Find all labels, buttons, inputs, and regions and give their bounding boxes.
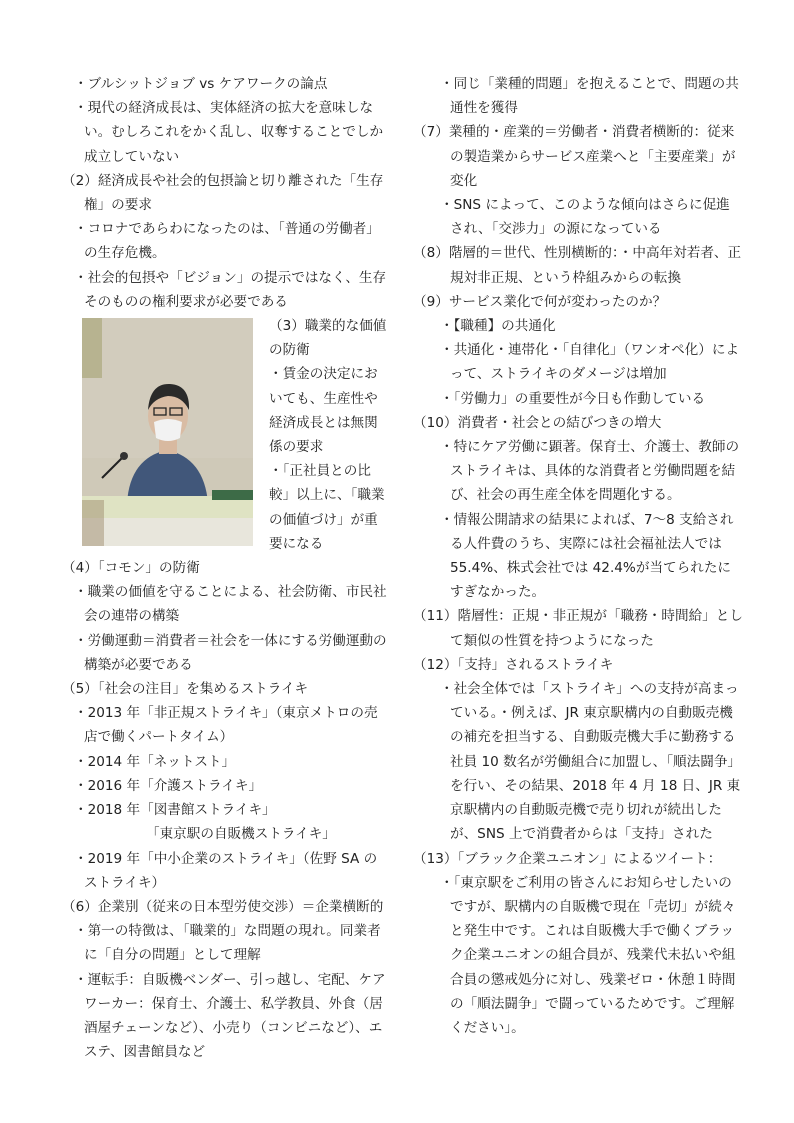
bullet-care-work: ・特にケア労働に顕著。保育士、介護士、教師のストライキは、具体的な消費者と労働問題を結び、社会の再生産全体を問題化する。 — [440, 439, 740, 504]
bullet-job-type: ・【職種】の共通化 — [440, 318, 556, 335]
bullet-support: ・社会全体では「ストライキ」への支持が高まっている。・例えば、JR 東京駅構内の自動販売機の補充を担当する、自動販売機大手に勤務する社員 10 数名が労働組合に加盟し、「順法闘争」を行い、その結果、2018 年 4 月 18 日、JR 東京駅構内の自動販売機で売り切れが続出したが、SNS 上で消費者からは「支持」された — [440, 681, 742, 843]
speaker-photo-illustration — [82, 318, 253, 546]
strike-2014: ・2014 年「ネットスト」 — [74, 753, 236, 770]
strike-2016: ・2016 年「介護ストライキ」 — [74, 777, 263, 794]
strike-2013: ・2013 年「非正規ストライキ」（東京メトロの売店で働くパートタイム） — [74, 705, 378, 746]
heading-4: （4）「コモン」の防衛 — [62, 560, 200, 577]
speaker-photo — [82, 318, 253, 546]
right-column — [413, 72, 743, 1040]
heading-13: （13）「ブラック企業ユニオン」によるツイート： — [413, 850, 722, 867]
bullet-job-value: ・「正社員との比較」以上に、「職業の価値づけ」が重要になる — [269, 463, 385, 552]
heading-3: （3）職業的な価値の防衛 — [269, 318, 387, 359]
bullet-drivers: ・運転手：自販機ベンダー、引っ越し、宅配、ケアワーカー：保育士、介護士、私学教員、外食（居酒屋チェーンなど）、小売り（コンビニなど）、エステ、図書館員など — [74, 971, 386, 1061]
bullet-tweet: ・「東京駅をご利用の皆さんにお知らせしたいのですが、駅構内の自販機で現在「売切」が続々と発生中です。これは自販機大手で働くブラック企業ユニオンの組合員が、残業代未払いや組合員の懲戒処分に対し、残業ゼロ・休憩１時間の「順法闘争」で闘っているためです。ご理解ください」。 — [440, 874, 736, 1036]
heading-2: （2）経済成長や社会的包摂論と切り離された「生存権」の要求 — [62, 172, 384, 214]
bullet-economic-growth: ・現代の経済成長は、実体経済の拡大を意味しない。むしろこれをかく乱し、収奪することでしか成立していない — [74, 100, 384, 165]
strike-2018: ・2018 年「図書館ストライキ」 — [74, 802, 276, 819]
photo-section — [62, 314, 387, 556]
bullet-labor-movement: ・労働運動＝消費者＝社会を一体にする労働運動の構築が必要である — [74, 632, 387, 673]
left-column — [62, 72, 387, 1064]
bullet-corona: ・コロナであらわになったのは、「普通の労働者」の生存危機。 — [74, 221, 380, 262]
heading-5: （5）「社会の注目」を集めるストライキ — [62, 681, 309, 698]
bullet-disclosure: ・情報公開請求の結果によれば、7〜8 支給される人件費のうち、実際には社会福祉法人では 55.4%、株式会社では 42.4%が当てられたにすぎなかった。 — [440, 511, 734, 601]
heading-11: （11）階層性：正規・非正規が「職務・時間給」として類似の性質を持つようになった — [413, 608, 743, 649]
bullet-bullshit-jobs: ・ブルシットジョブ vs ケアワークの論点 — [74, 76, 328, 92]
bullet-common-problem: ・同じ「業種的問題」を抱えることで、問題の共通性を獲得 — [440, 76, 739, 117]
heading-7: （7）業種的・産業的＝労働者・消費者横断的：従来の製造業からサービス産業へと「主要産業」が変化 — [413, 124, 736, 189]
bullet-sns: ・SNS によって、このような傾向はさらに促進され、「交渉力」の源になっている — [440, 197, 730, 238]
bullet-wage-decision: ・賃金の決定においても、生産性や経済成長とは無関係の要求 — [269, 366, 378, 456]
strike-2018-sub: 「東京駅の自販機ストライキ」 — [146, 826, 336, 843]
heading-12: （12）「支持」されるストライキ — [413, 656, 614, 673]
strike-2019: ・2019 年「中小企業のストライキ」（佐野 SA のストライキ） — [74, 850, 378, 891]
heading-6: （6）企業別（従来の日本型労使交渉）＝企業横断的 — [62, 898, 384, 915]
bullet-solidarity: ・共通化・連帯化・「自律化」（ワンオペ化）によって、ストライキのダメージは増加 — [440, 342, 740, 383]
bullet-labor-power: ・「労働力」の重要性が今日も作動している — [440, 390, 706, 407]
heading-8: （8）階層的＝世代、性別横断的：・中高年対若者、正規対非正規、という枠組みからの転換 — [413, 245, 742, 286]
bullet-society-defense: ・職業の価値を守ることによる、社会防衛、市民社会の連帯の構築 — [74, 584, 387, 625]
heading-9: （9）サービス業化で何が変わったのか？ — [413, 293, 667, 310]
heading-10: （10）消費者・社会との結びつきの増大 — [413, 414, 662, 431]
bullet-inclusion: ・社会的包摂や「ビジョン」の提示ではなく、生存そのものの権利要求が必要である — [74, 269, 387, 310]
bullet-occupational: ・第一の特徴は、「職業的」な問題の現れ。同業者に「自分の問題」として理解 — [74, 923, 381, 964]
photo-side-text — [269, 314, 387, 556]
